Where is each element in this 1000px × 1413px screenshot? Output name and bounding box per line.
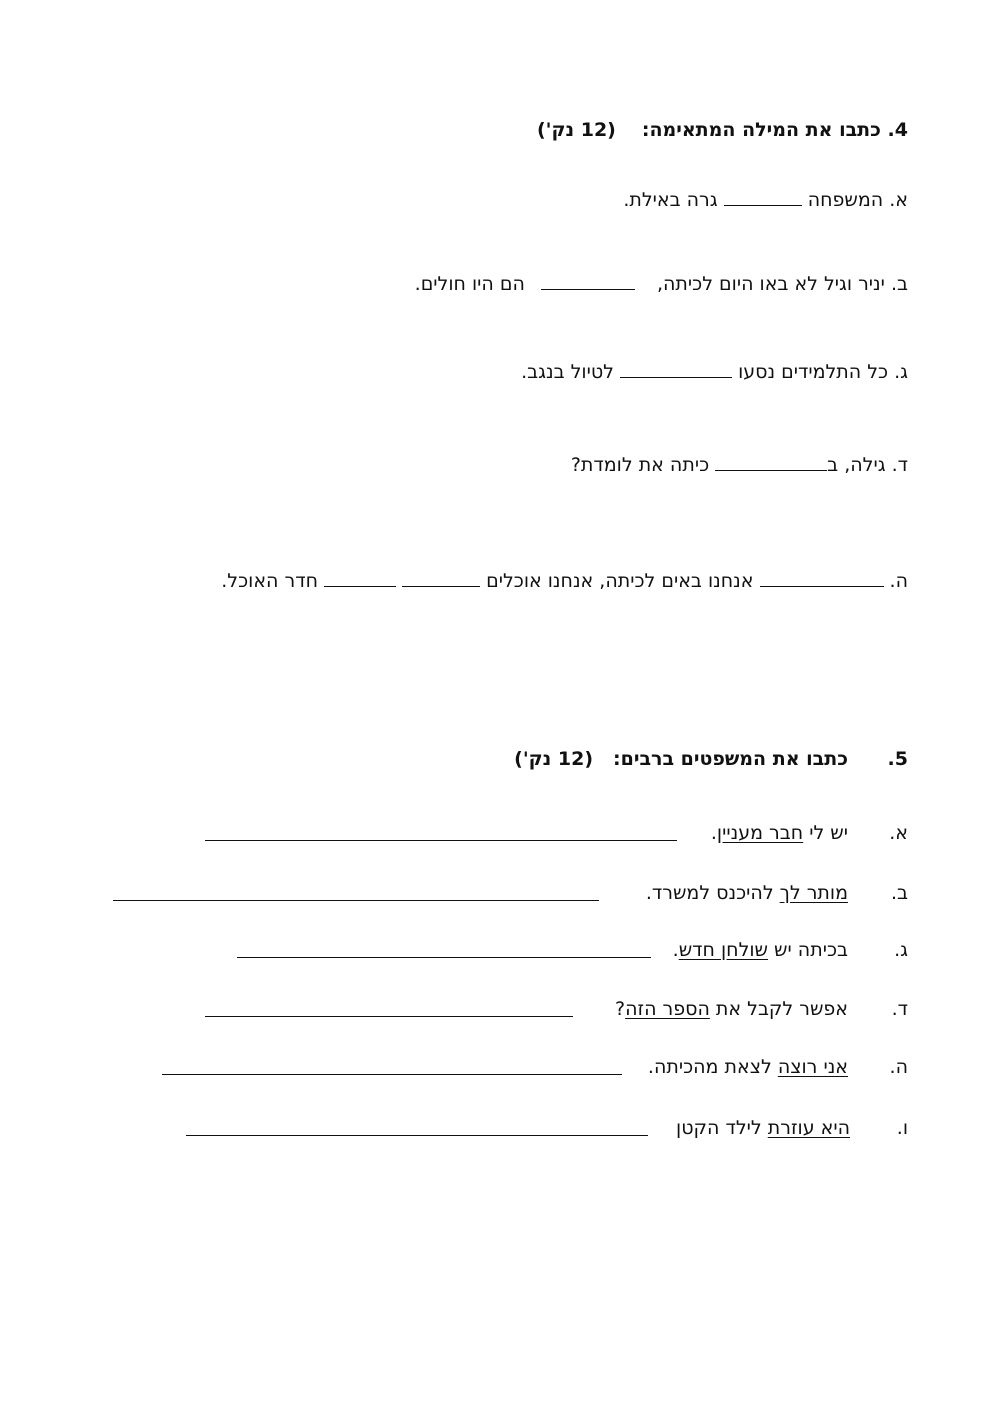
answer-line[interactable]: [113, 900, 599, 901]
q5-item-a: [711, 820, 848, 846]
q5-item-c: [673, 937, 848, 963]
q5-item-letter: ה.: [889, 1056, 908, 1078]
q4-item-d: [571, 452, 908, 478]
q5-item-f: [676, 1115, 850, 1141]
q5-points: (12 נק'): [514, 748, 594, 770]
q5-item-text: לילד הקטן: [676, 1117, 768, 1139]
answer-blank[interactable]: [715, 452, 827, 471]
underlined-phrase: הספר הזה: [625, 998, 710, 1020]
answer-line[interactable]: [162, 1074, 622, 1075]
q4-item-text: המשפחה: [807, 189, 884, 211]
underlined-phrase: שולחן חדש: [678, 939, 769, 961]
q5-item-text: ?: [615, 998, 626, 1020]
q4-item-e: [221, 568, 908, 594]
q5-item-text: בכיתה יש: [768, 939, 848, 961]
q5-item-text: יש לי: [803, 822, 848, 844]
q5-header: [514, 746, 848, 772]
q4-item-text: הם היו חולים.: [414, 273, 525, 295]
q4-item-text: כל התלמידים נסעו: [738, 361, 889, 383]
q5-item-text: אפשר לקבל את: [709, 998, 848, 1020]
answer-line[interactable]: [205, 840, 677, 841]
q4-item-text: לטיול בנגב.: [521, 361, 614, 383]
q4-item-text: כיתה את לומדת?: [570, 454, 710, 476]
answer-line[interactable]: [186, 1135, 648, 1136]
underlined-phrase: היא עוזרת: [767, 1117, 850, 1139]
q5-item-text: לצאת מהכיתה.: [647, 1056, 778, 1078]
answer-blank[interactable]: [724, 187, 802, 206]
q5-item-letter: ו.: [896, 1117, 908, 1139]
answer-blank[interactable]: [402, 568, 480, 587]
q5-item-letter: ג.: [894, 939, 908, 961]
underlined-phrase: מותר לך: [779, 882, 848, 904]
answer-blank[interactable]: [324, 568, 396, 587]
q4-item-letter: ב.: [890, 273, 908, 295]
q4-item-letter: ג.: [894, 361, 908, 383]
q4-item-b: [415, 271, 908, 297]
answer-line[interactable]: [205, 1016, 573, 1017]
answer-blank[interactable]: [541, 271, 635, 290]
q4-item-text: גילה, ב: [827, 454, 886, 476]
q4-item-letter: ד.: [891, 454, 908, 476]
q5-item-e: [648, 1054, 848, 1080]
q4-item-c: [521, 359, 908, 385]
q4-item-text: גרה באילת.: [623, 189, 718, 211]
q4-item-text: יניר וגיל לא באו היום לכיתה,: [656, 273, 885, 295]
q4-item-text: חדר האוכל.: [221, 570, 318, 592]
q5-item-text: להיכנס למשרד.: [645, 882, 780, 904]
q4-title: 4. כתבו את המילה המתאימה:: [641, 119, 908, 141]
q4-header: [537, 117, 908, 143]
q5-item-b: [646, 880, 848, 906]
q4-item-letter: א.: [889, 189, 908, 211]
answer-blank[interactable]: [760, 568, 884, 587]
q5-title: כתבו את המשפטים ברבים:: [613, 748, 848, 770]
underlined-phrase: אני רוצה: [777, 1056, 848, 1078]
q5-item-text: .: [710, 822, 717, 844]
q4-points: (12 נק'): [537, 119, 616, 141]
q5-item-letter: א.: [889, 822, 908, 844]
q5-item-letter: ב.: [890, 882, 908, 904]
q5-number: 5.: [887, 748, 908, 770]
answer-blank[interactable]: [620, 359, 732, 378]
answer-line[interactable]: [237, 957, 651, 958]
q5-item-text: .: [672, 939, 679, 961]
q4-item-text: אנחנו באים לכיתה, אנחנו אוכלים: [486, 570, 754, 592]
underlined-phrase: חבר מעניין: [716, 822, 804, 844]
q5-item-letter: ד.: [891, 998, 908, 1020]
q4-item-letter: ה.: [889, 570, 908, 592]
q5-item-d: [615, 996, 848, 1022]
q4-item-a: [623, 187, 908, 213]
